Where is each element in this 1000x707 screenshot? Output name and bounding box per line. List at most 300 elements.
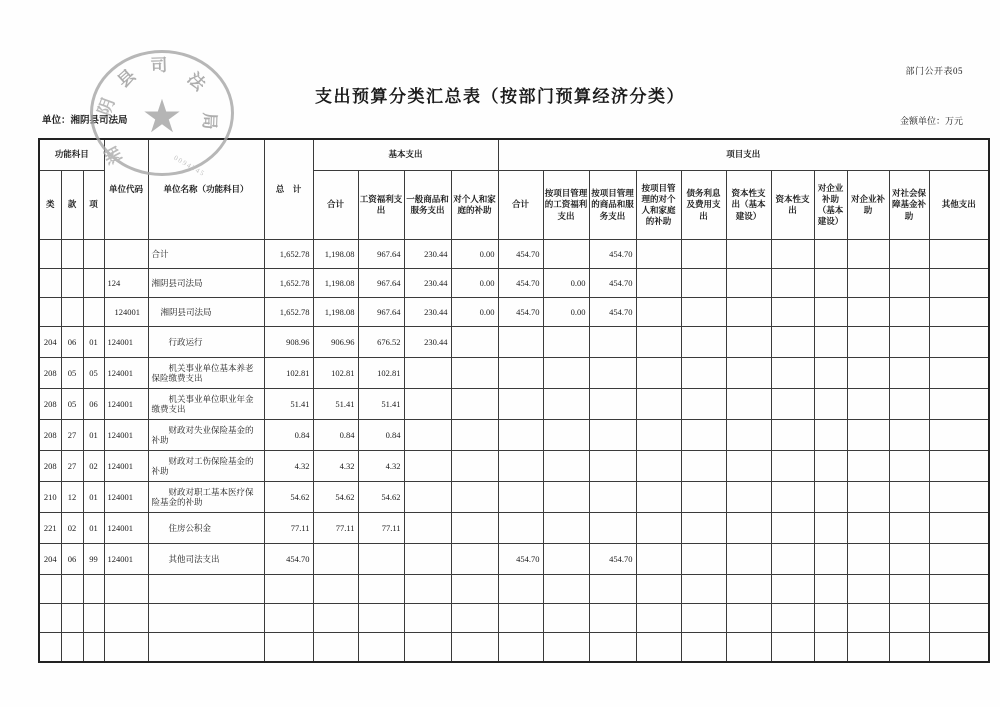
header-cell: 类 [39, 171, 61, 240]
amount-cell [589, 604, 636, 633]
amount-cell [498, 575, 543, 604]
amount-cell [264, 604, 313, 633]
unit-code-cell [104, 240, 148, 269]
amount-cell: 4.32 [264, 451, 313, 482]
amount-cell [847, 269, 889, 298]
seal-character: 阴 [94, 95, 119, 119]
amount-cell [543, 358, 589, 389]
unit-code-cell: 124001 [104, 544, 148, 575]
amount-cell [847, 389, 889, 420]
amount-cell [543, 513, 589, 544]
doc-code: 部门公开表05 [905, 66, 963, 76]
amount-cell [498, 513, 543, 544]
amount-cell [847, 482, 889, 513]
budget-summary-table [38, 138, 990, 663]
func-code-cell [61, 298, 83, 327]
amount-cell [929, 451, 989, 482]
amount-cell [636, 633, 681, 663]
amount-cell [636, 389, 681, 420]
func-code-cell: 01 [83, 327, 104, 358]
header-cell: 对个人和家庭的补助 [451, 171, 498, 240]
amount-cell [589, 327, 636, 358]
header-cell: 合计 [313, 171, 358, 240]
amount-cell [726, 451, 771, 482]
amount-cell [681, 544, 726, 575]
unit-code-cell [104, 633, 148, 663]
amount-cell [889, 604, 929, 633]
amount-cell [814, 451, 847, 482]
amount-cell [814, 240, 847, 269]
amount-cell [589, 575, 636, 604]
amount-cell: 454.70 [498, 240, 543, 269]
amount-cell [681, 482, 726, 513]
amount-cell [929, 358, 989, 389]
amount-cell [889, 513, 929, 544]
amount-cell [681, 604, 726, 633]
amount-cell [451, 389, 498, 420]
amount-cell: 1,198.08 [313, 240, 358, 269]
amount-cell: 54.62 [264, 482, 313, 513]
amount-cell [726, 298, 771, 327]
amount-cell [681, 358, 726, 389]
unit-name-cell [148, 604, 264, 633]
amount-cell: 51.41 [358, 389, 404, 420]
func-code-cell [61, 575, 83, 604]
amount-cell [404, 575, 451, 604]
amount-cell [726, 604, 771, 633]
amount-cell [404, 482, 451, 513]
amount-cell: 1,652.78 [264, 240, 313, 269]
amount-cell: 676.52 [358, 327, 404, 358]
amount-cell [498, 389, 543, 420]
amount-cell [814, 633, 847, 663]
header-basic-group: 基本支出 [313, 139, 498, 171]
amount-cell [929, 420, 989, 451]
amount-cell [543, 482, 589, 513]
table-header [39, 139, 989, 240]
amount-cell [451, 633, 498, 663]
amount-cell [313, 633, 358, 663]
amount-cell [929, 544, 989, 575]
amount-cell [771, 269, 814, 298]
amount-cell: 230.44 [404, 240, 451, 269]
amount-cell [681, 451, 726, 482]
amount-cell [771, 633, 814, 663]
amount-cell [681, 269, 726, 298]
amount-cell [498, 358, 543, 389]
amount-cell [814, 327, 847, 358]
unit-code-cell: 124001 [104, 298, 148, 327]
amount-cell: 1,652.78 [264, 269, 313, 298]
func-code-cell: 208 [39, 389, 61, 420]
amount-cell [264, 575, 313, 604]
amount-cell [451, 451, 498, 482]
func-code-cell: 06 [83, 389, 104, 420]
amount-cell [847, 544, 889, 575]
unit-name-cell: 住房公积金 [148, 513, 264, 544]
func-code-cell: 05 [61, 389, 83, 420]
amount-cell [404, 389, 451, 420]
func-code-cell [61, 633, 83, 663]
unit-name-cell [148, 633, 264, 663]
amount-cell [313, 575, 358, 604]
table-row [39, 575, 989, 604]
func-code-cell [61, 269, 83, 298]
amount-cell [771, 604, 814, 633]
amount-cell: 230.44 [404, 269, 451, 298]
header-cell: 按项目管理的对个人和家庭的补助 [636, 171, 681, 240]
amount-cell [847, 633, 889, 663]
header-cell: 工资福利支出 [358, 171, 404, 240]
func-code-cell [83, 604, 104, 633]
unit-code-cell: 124001 [104, 327, 148, 358]
amount-cell: 77.11 [358, 513, 404, 544]
amount-cell [726, 358, 771, 389]
amount-cell: 230.44 [404, 327, 451, 358]
amount-cell [847, 327, 889, 358]
amount-cell [636, 298, 681, 327]
table-row [39, 604, 989, 633]
amount-cell [929, 575, 989, 604]
header-cell: 债务利息及费用支出 [681, 171, 726, 240]
amount-cell [889, 544, 929, 575]
func-code-cell [83, 298, 104, 327]
seal-character: 湘 [101, 143, 126, 168]
amount-cell [636, 358, 681, 389]
amount-cell [847, 513, 889, 544]
amount-cell [726, 633, 771, 663]
amount-cell [847, 451, 889, 482]
unit-name-cell: 行政运行 [148, 327, 264, 358]
func-code-cell [39, 269, 61, 298]
amount-cell [814, 513, 847, 544]
unit-name-cell [148, 575, 264, 604]
amount-cell: 454.70 [589, 544, 636, 575]
amount-cell [814, 298, 847, 327]
amount-cell [451, 575, 498, 604]
amount-cell [589, 420, 636, 451]
amount-cell: 0.00 [451, 298, 498, 327]
func-code-cell: 05 [61, 358, 83, 389]
header-cell: 按项目管理的工资福利支出 [543, 171, 589, 240]
amount-cell [451, 604, 498, 633]
table-row [39, 420, 989, 451]
func-code-cell: 208 [39, 451, 61, 482]
table-row [39, 389, 989, 420]
amount-cell [771, 513, 814, 544]
amount-cell [847, 358, 889, 389]
unit-code-cell: 124001 [104, 451, 148, 482]
amount-cell [636, 240, 681, 269]
seal-character: 司 [150, 55, 168, 76]
header-cell: 对企业补助（基本建设） [814, 171, 847, 240]
amount-cell: 454.70 [589, 298, 636, 327]
amount-cell [681, 513, 726, 544]
amount-cell: 1,198.08 [313, 269, 358, 298]
unit-name-cell: 机关事业单位职业年金缴费支出 [148, 389, 264, 420]
unit-code-cell: 124001 [104, 358, 148, 389]
amount-cell [636, 269, 681, 298]
amount-cell: 0.84 [264, 420, 313, 451]
header-cell: 项 [83, 171, 104, 240]
table-row [39, 298, 989, 327]
table-row [39, 544, 989, 575]
amount-cell [889, 327, 929, 358]
amount-cell: 967.64 [358, 269, 404, 298]
amount-cell: 454.70 [589, 240, 636, 269]
func-code-cell [39, 240, 61, 269]
amount-cell: 0.00 [451, 240, 498, 269]
table-row [39, 269, 989, 298]
amount-cell [498, 451, 543, 482]
amount-cell [771, 389, 814, 420]
func-code-cell [39, 575, 61, 604]
unit-code-cell [104, 575, 148, 604]
amount-cell [404, 604, 451, 633]
func-code-cell [83, 269, 104, 298]
amount-cell [929, 298, 989, 327]
amount-cell: 0.00 [543, 298, 589, 327]
amount-cell [636, 513, 681, 544]
page-title: 支出预算分类汇总表（按部门预算经济分类） [315, 87, 685, 106]
amount-cell: 454.70 [264, 544, 313, 575]
amount-cell [451, 420, 498, 451]
amount-cell: 967.64 [358, 298, 404, 327]
amount-cell: 0.84 [358, 420, 404, 451]
amount-cell [889, 633, 929, 663]
func-code-cell: 06 [61, 544, 83, 575]
amount-cell [313, 604, 358, 633]
amount-cell [543, 420, 589, 451]
table-row [39, 240, 989, 269]
amount-cell [889, 389, 929, 420]
func-code-cell: 02 [61, 513, 83, 544]
amount-cell [543, 240, 589, 269]
amount-cell [929, 240, 989, 269]
amount-cell [451, 544, 498, 575]
amount-cell [889, 482, 929, 513]
amount-cell [814, 544, 847, 575]
star-icon: ★ [141, 88, 183, 143]
amount-cell [726, 240, 771, 269]
seal-character: 县 [113, 65, 140, 92]
amount-cell [543, 327, 589, 358]
unit-name-cell: 财政对工伤保险基金的补助 [148, 451, 264, 482]
amount-cell [726, 482, 771, 513]
amount-cell [889, 240, 929, 269]
amount-cell: 908.96 [264, 327, 313, 358]
table-row [39, 513, 989, 544]
table-row [39, 327, 989, 358]
amount-cell [498, 633, 543, 663]
amount-cell: 51.41 [313, 389, 358, 420]
amount-cell: 230.44 [404, 298, 451, 327]
amount-cell [889, 420, 929, 451]
amount-cell [636, 604, 681, 633]
amount-cell [498, 604, 543, 633]
amount-cell: 4.32 [313, 451, 358, 482]
amount-cell [771, 327, 814, 358]
amount-cell [847, 240, 889, 269]
amount-cell [451, 513, 498, 544]
amount-cell [404, 451, 451, 482]
unit-code-cell: 124001 [104, 482, 148, 513]
amount-cell: 454.70 [498, 544, 543, 575]
amount-cell [771, 544, 814, 575]
amount-cell: 54.62 [313, 482, 358, 513]
amount-cell [929, 269, 989, 298]
amount-cell [589, 358, 636, 389]
amount-cell: 906.96 [313, 327, 358, 358]
amount-cell: 4.32 [358, 451, 404, 482]
amount-cell [404, 358, 451, 389]
unit-name-cell: 湘阴县司法局 [148, 269, 264, 298]
unit-name-cell: 其他司法支出 [148, 544, 264, 575]
func-code-cell [83, 575, 104, 604]
func-code-cell: 06 [61, 327, 83, 358]
amount-cell [313, 544, 358, 575]
amount-cell [589, 451, 636, 482]
table-row [39, 358, 989, 389]
func-code-cell: 208 [39, 420, 61, 451]
unit-code-cell: 124001 [104, 513, 148, 544]
amount-cell [589, 482, 636, 513]
amount-cell [771, 358, 814, 389]
amount-cell [681, 240, 726, 269]
unit-code-cell [104, 604, 148, 633]
amount-cell [814, 389, 847, 420]
amount-cell [929, 604, 989, 633]
amount-cell [814, 604, 847, 633]
header-project-group: 项目支出 [498, 139, 989, 171]
func-code-cell: 01 [83, 482, 104, 513]
header-cell: 合计 [498, 171, 543, 240]
func-code-cell [39, 298, 61, 327]
amount-cell [726, 420, 771, 451]
func-code-cell: 204 [39, 544, 61, 575]
unit-name-cell: 机关事业单位基本养老保险缴费支出 [148, 358, 264, 389]
amount-cell [771, 451, 814, 482]
amount-cell [451, 327, 498, 358]
func-code-cell [39, 604, 61, 633]
amount-cell [543, 604, 589, 633]
func-code-cell: 204 [39, 327, 61, 358]
func-code-cell [61, 604, 83, 633]
amount-cell [726, 544, 771, 575]
amount-cell [358, 575, 404, 604]
amount-cell: 102.81 [358, 358, 404, 389]
table-body [39, 240, 989, 663]
amount-cell [543, 544, 589, 575]
amount-cell [498, 482, 543, 513]
header-group-row [39, 139, 989, 171]
header-cell: 款 [61, 171, 83, 240]
amount-cell: 51.41 [264, 389, 313, 420]
amount-cell [498, 420, 543, 451]
amount-cell: 77.11 [313, 513, 358, 544]
header-cell: 按项目管理的商品和服务支出 [589, 171, 636, 240]
header-unit-name: 单位名称（功能科目） [148, 139, 264, 240]
amount-cell: 0.00 [451, 269, 498, 298]
header-cell: 其他支出 [929, 171, 989, 240]
amount-cell [636, 451, 681, 482]
amount-cell [847, 575, 889, 604]
amount-cell [726, 269, 771, 298]
unit-code-cell: 124001 [104, 420, 148, 451]
amount-cell [681, 633, 726, 663]
amount-cell: 967.64 [358, 240, 404, 269]
amount-cell [889, 451, 929, 482]
func-code-cell: 01 [83, 513, 104, 544]
unit-name-cell: 财政对职工基本医疗保险基金的补助 [148, 482, 264, 513]
amount-cell [264, 633, 313, 663]
header-cell: 对社会保障基金补助 [889, 171, 929, 240]
amount-cell [726, 575, 771, 604]
amount-cell [889, 298, 929, 327]
amount-cell [771, 240, 814, 269]
amount-cell [589, 389, 636, 420]
unit-code-cell: 124001 [104, 389, 148, 420]
func-code-cell: 210 [39, 482, 61, 513]
header-unit-code: 单位代码 [104, 139, 148, 240]
table-row [39, 633, 989, 663]
func-code-cell: 27 [61, 451, 83, 482]
func-code-cell: 99 [83, 544, 104, 575]
amount-cell [929, 482, 989, 513]
amount-cell [814, 420, 847, 451]
amount-cell [681, 420, 726, 451]
amount-cell [498, 327, 543, 358]
func-code-cell [83, 633, 104, 663]
amount-cell [358, 544, 404, 575]
unit-name-line: 单位：湘阴县司法局 [42, 116, 128, 126]
amount-cell [814, 482, 847, 513]
amount-cell [681, 389, 726, 420]
unit-name-cell: 财政对失业保险基金的补助 [148, 420, 264, 451]
table-row [39, 451, 989, 482]
amount-cell [847, 298, 889, 327]
amount-cell: 454.70 [498, 269, 543, 298]
amount-cell [771, 575, 814, 604]
amount-cell [847, 420, 889, 451]
amount-cell [358, 604, 404, 633]
amount-cell [589, 633, 636, 663]
amount-cell [726, 389, 771, 420]
unit-name-cell: 合计 [148, 240, 264, 269]
amount-cell [404, 420, 451, 451]
func-code-cell: 01 [83, 420, 104, 451]
amount-cell [889, 269, 929, 298]
header-grand-total: 总 计 [264, 139, 313, 240]
unit-name-cell: 湘阴县司法局 [148, 298, 264, 327]
amount-cell [636, 420, 681, 451]
header-cell: 对企业补助 [847, 171, 889, 240]
amount-unit-label: 金额单位：万元 [899, 116, 963, 126]
header-cell: 资本性支出 [771, 171, 814, 240]
func-code-cell [39, 633, 61, 663]
amount-cell [543, 389, 589, 420]
header-func-group: 功能科目 [39, 139, 104, 171]
unit-code-cell: 124 [104, 269, 148, 298]
amount-cell [404, 544, 451, 575]
amount-cell [929, 327, 989, 358]
amount-cell: 0.00 [543, 269, 589, 298]
amount-cell [543, 575, 589, 604]
amount-cell [681, 575, 726, 604]
func-code-cell [61, 240, 83, 269]
amount-cell [636, 482, 681, 513]
amount-cell: 454.70 [589, 269, 636, 298]
